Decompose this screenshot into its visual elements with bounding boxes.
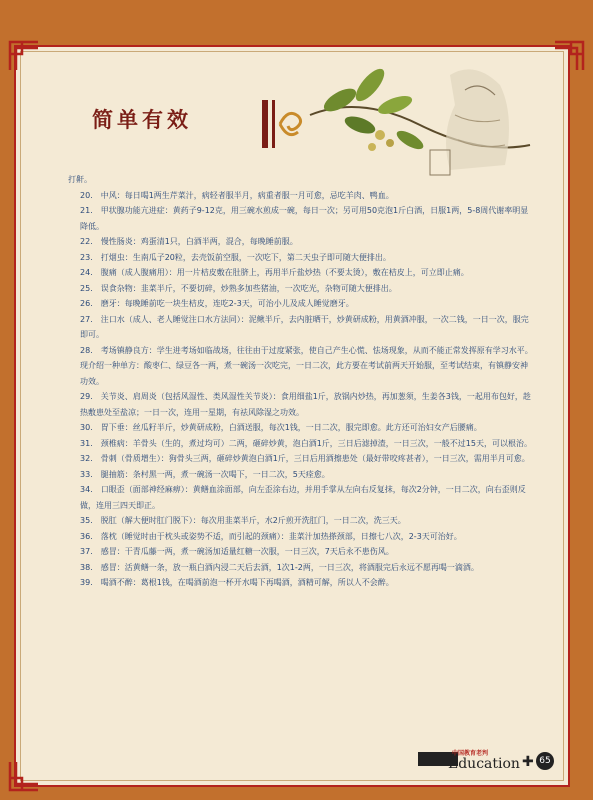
- paragraph: 28. 考场镇静良方：学生进考场如临战场，往往由于过度紧张，使自己产生心慌、怯场现象，从而不能正常发挥原有学习水平。现介绍一种单方：酸枣仁、绿豆各一两，煮一碗汤一次吃完，一日二次，此方要在考试前两天开始服，至考试结束，有镇静安神功效。: [80, 345, 533, 386]
- paragraph: 24. 腹痛（成人腹痛用）：用一片桔皮敷在肚脐上，再用半斤盐炒热（不要太烫），敷在桔皮上，可立即止痛。: [80, 268, 469, 277]
- corner-ornament-bottom-left: [8, 760, 40, 792]
- paragraph: 32. 骨刺（骨质增生）：狗骨头三两，砸碎炒黄泡白酒1斤，三日后用酒擦患处（最好带咬疼甚者），一日三次，需用半月可愈。: [80, 454, 530, 463]
- page-title: 简单有效: [92, 107, 192, 132]
- paragraph: 34. 口眼歪（面部神经麻痹）：黄鳝血涂面部，向左歪涂右边，并用手掌从左向右反复抹，每次2分钟，一日二次，向右歪则反做，连用三四天即正。: [80, 485, 526, 510]
- remedy-list: [68, 172, 535, 591]
- paragraph: 21. 甲状腺功能亢进症：黄药子9-12克，用三碗水煎成一碗，每日一次；另可用50克泡1斤白酒，日服1两，5-8周代谢率明显降低。: [80, 206, 529, 231]
- paragraph: 37. 感冒：干青瓜藤一两，煮一碗汤加适量红糖一次服，一日三次，7天后永不患伤风。: [80, 547, 394, 556]
- paragraph: 36. 落枕（睡觉时由于枕头或姿势不适，而引起的颈痛）：韭菜汁加热搽颈部，日擦七八次，2-3天可治好。: [80, 531, 462, 541]
- paragraph: 39. 喝酒不醉：葛根1钱，在喝酒前泡一杯开水喝下再喝酒，酒精可解，所以人不会醉。: [80, 578, 394, 587]
- paragraph: 30. 胃下垂：丝瓜籽半斤，炒黄研成粉，白酒送服，每次1钱，一日二次，服完即愈。此方还可治妇女产后腰痛。: [80, 423, 482, 432]
- paragraph: 26. 磨牙：每晚睡前吃一块生桔皮，连吃2-3天，可治小儿及成人睡觉磨牙。: [80, 299, 354, 308]
- title-wrap: [92, 104, 192, 144]
- paragraph: 35. 脱肛（解大便时肛门脱下）：每次用韭菜半斤，水2斤煎开洗肛门，一日二次，洗三天。: [80, 516, 406, 525]
- paragraph: 20. 中风：每日喝1两生芹菜汁，病轻者服半月，病重者服一月可愈，忌吃羊肉、鸭血。: [80, 190, 394, 200]
- paragraph: 27. 注口水（成人、老人睡觉注口水方法同）：泥鳅半斤，去内脏晒干，炒黄研成粉，用黄酒冲服，一次二钱，一日一次，服完即可。: [80, 314, 529, 339]
- page-number: 65: [536, 752, 554, 770]
- paragraph: 25. 误食杂物：韭菜半斤，不要切碎，炒熟多加些猪油，一次吃光，杂物可随大便排出。: [80, 283, 397, 293]
- paragraph: 打鼾。: [68, 175, 92, 184]
- footer-brand: Education: [448, 756, 520, 772]
- paragraph: 29. 关节炎、肩周炎（包括风湿性、类风湿性关节炎）：食用细盐1斤，放锅内炒热，再加葱须，生姜各3钱，一起用布包好，趁热敷患处至盐凉；一日一次，连用一星期，有祛风除湿之功效。: [80, 392, 531, 417]
- paragraph: 31. 颈椎病：羊骨头（生的，煮过均可）二两，砸碎炒黄，泡白酒1斤，三日后滤掉渣，一日三次，一般不过15天，可以根治。: [80, 438, 532, 448]
- paragraph: 22. 慢性肠炎：鸡蛋清1只，白酒半两，混合，每晚睡前服。: [80, 237, 298, 246]
- herb-illustration: [300, 55, 550, 185]
- footer-brand-top: 中国教育老判: [452, 750, 489, 757]
- paragraph: 38. 感冒：活黄鳝一条，放一瓶白酒内浸二天后去酒，1次1-2两，一日三次，将酒服完后永远不愿再喝一滴酒。: [80, 562, 479, 572]
- paragraph: 33. 腿抽筋：条村黑一两，煮一碗汤一次喝下，一日二次，5天痊愈。: [80, 469, 330, 479]
- plus-icon: ✚: [522, 754, 534, 770]
- corner-ornament-top-left: [8, 40, 40, 72]
- corner-ornament-top-right: [553, 40, 585, 72]
- paragraph: 23. 打烟虫：生南瓜子20粒，去壳饭前空服，一次吃下，第二天虫子即可随大便排出。: [80, 252, 391, 262]
- title-ornament-icon: [258, 96, 306, 152]
